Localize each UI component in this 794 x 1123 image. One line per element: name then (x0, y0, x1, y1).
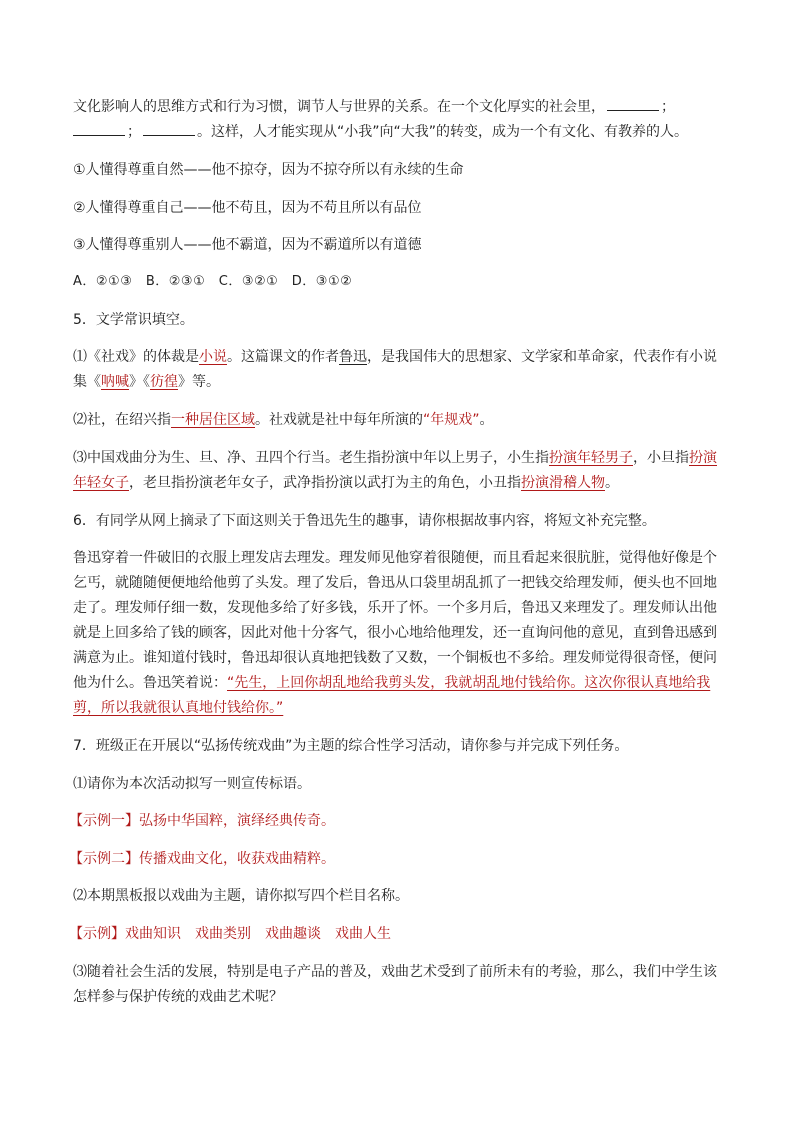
q5-p3-line-2 (73, 473, 619, 493)
q5-text: ⑵社，在绍兴指 (73, 412, 171, 428)
q4-text: 文化影响人的思维方式和行为习惯，调节人与世界的关系。在一个文化厚实的社会里， (73, 99, 605, 115)
q6-passage-line: 满意为止。谁知道付钱时，鲁迅却很认真地把钱数了又数，一个铜板也不多给。理发师觉得很奇怪，便问 (73, 650, 717, 666)
q5-p3-line-1 (73, 448, 717, 468)
q5-text: 》等。 (178, 374, 220, 390)
answer-text: “年规戏” (423, 412, 480, 428)
q5-text: 。 (605, 475, 619, 491)
answer-text: 剪，所以我就很认真地付钱给你。” (73, 700, 284, 716)
q5-text: 。 (479, 412, 494, 428)
q5-p1-line-1 (73, 347, 717, 367)
q7-example-1: 【示例一】弘扬中华国粹，演绎经典传奇。 (69, 813, 335, 829)
q6-passage-line (73, 673, 710, 693)
q5-text: 。这篇课文的作者 (227, 349, 339, 365)
answer-blank (143, 121, 195, 136)
answer-text: 鲁迅 (339, 349, 367, 365)
answer-text: “先生，上回你胡乱地给我剪头发，我就胡乱地付钱给你。这次你很认真地给我 (227, 675, 711, 691)
answer-text: 小说 (199, 349, 227, 365)
q6-passage-line: 鲁迅穿着一件破旧的衣服上理发店去理发。理发师见他穿着很随便，而且看起来很肮脏，觉得他好像是个 (73, 550, 717, 566)
answer-text: 彷徨 (150, 374, 178, 390)
q7-sub-1: ⑴请你为本次活动拟写一则宣传标语。 (73, 776, 311, 792)
q7-example-2: 【示例二】传播戏曲文化，收获戏曲精粹。 (69, 851, 335, 867)
q6-passage-line: 乞丐，就随随便便地给他剪了头发。理了发后，鲁迅从口袋里胡乱抓了一把钱交给理发师，便头也不回地 (73, 575, 717, 591)
q6-text: 他为什么。鲁迅笑着说： (73, 675, 227, 691)
answer-text: 呐喊 (101, 374, 129, 390)
answer-text: 扮演 (689, 450, 717, 466)
q4-options: A．②①③ B．②③① C．③②① D．③①② (73, 274, 353, 289)
q6-title: 6．有同学从网上摘录了下面这则关于鲁迅先生的趣事，请你根据故事内容，将短文补充完整。 (73, 513, 656, 529)
q4-text: ； (661, 99, 675, 115)
answer-text: 扮演年轻男子 (549, 450, 633, 466)
q5-p2 (73, 410, 494, 430)
q5-p1-line-2 (73, 372, 220, 392)
q7-sub-2: ⑵本期黑板报以戏曲为主题，请你拟写四个栏目名称。 (73, 888, 409, 904)
q4-item-3: ③人懂得尊重别人——他不霸道，因为不霸道所以有道德 (73, 237, 422, 253)
answer-text: 扮演滑稽人物 (521, 475, 605, 491)
q5-text: ，是我国伟大的思想家、文学家和革命家，代表作有小说 (367, 349, 717, 365)
q5-text: 。社戏就是社中每年所演的 (255, 412, 423, 428)
q4-item-2: ②人懂得尊重自己——他不苟且，因为不苟且所以有品位 (73, 200, 422, 216)
q5-text: 集《 (73, 374, 101, 390)
q4-text: ； (127, 124, 141, 140)
q6-passage-line: 走了。理发师仔细一数，发现他多给了好多钱，乐开了怀。一个多月后，鲁迅又来理发了。理发师认出他 (73, 600, 717, 616)
answer-blank (607, 96, 659, 111)
answer-text: 年轻女子 (73, 475, 129, 491)
q4-line-1 (73, 96, 675, 117)
q6-passage-line: 就是上回多给了钱的顾客，因此对他十分客气，很小心地给他理发，还一直询问他的意见，直到鲁迅感到 (73, 625, 717, 641)
q7-example-3: 【示例】戏曲知识 戏曲类别 戏曲趣谈 戏曲人生 (69, 926, 391, 942)
q5-text: ⑶中国戏曲分为生、旦、净、丑四个行当。老生指扮演中年以上男子，小生指 (73, 450, 549, 466)
answer-blank (73, 121, 125, 136)
q7-sub-3-line-1: ⑶随着社会生活的发展，特别是电子产品的普及，戏曲艺术受到了前所未有的考验，那么，我们中学生该 (73, 964, 717, 980)
answer-text: 一种居住区域 (171, 412, 255, 428)
q4-item-1: ①人懂得尊重自然——他不掠夺，因为不掠夺所以有永续的生命 (73, 162, 464, 178)
q5-text: ⑴《社戏》的体裁是 (73, 349, 199, 365)
q5-text: ，老旦指扮演老年女子，武净指扮演以武打为主的角色，小丑指 (129, 475, 521, 491)
q4-line-2 (73, 121, 688, 142)
q6-passage-line (73, 698, 283, 718)
q5-text: ，小旦指 (633, 450, 689, 466)
q7-title: 7．班级正在开展以“弘扬传统戏曲”为主题的综合性学习活动，请你参与并完成下列任务。 (73, 738, 629, 754)
q7-sub-3-line-2: 怎样参与保护传统的戏曲艺术呢？ (73, 989, 283, 1005)
q5-text: 》《 (129, 374, 150, 390)
q4-text: 。这样，人才能实现从“小我”向“大我”的转变，成为一个有文化、有教养的人。 (197, 124, 689, 140)
q5-title: 5．文学常识填空。 (73, 312, 194, 328)
